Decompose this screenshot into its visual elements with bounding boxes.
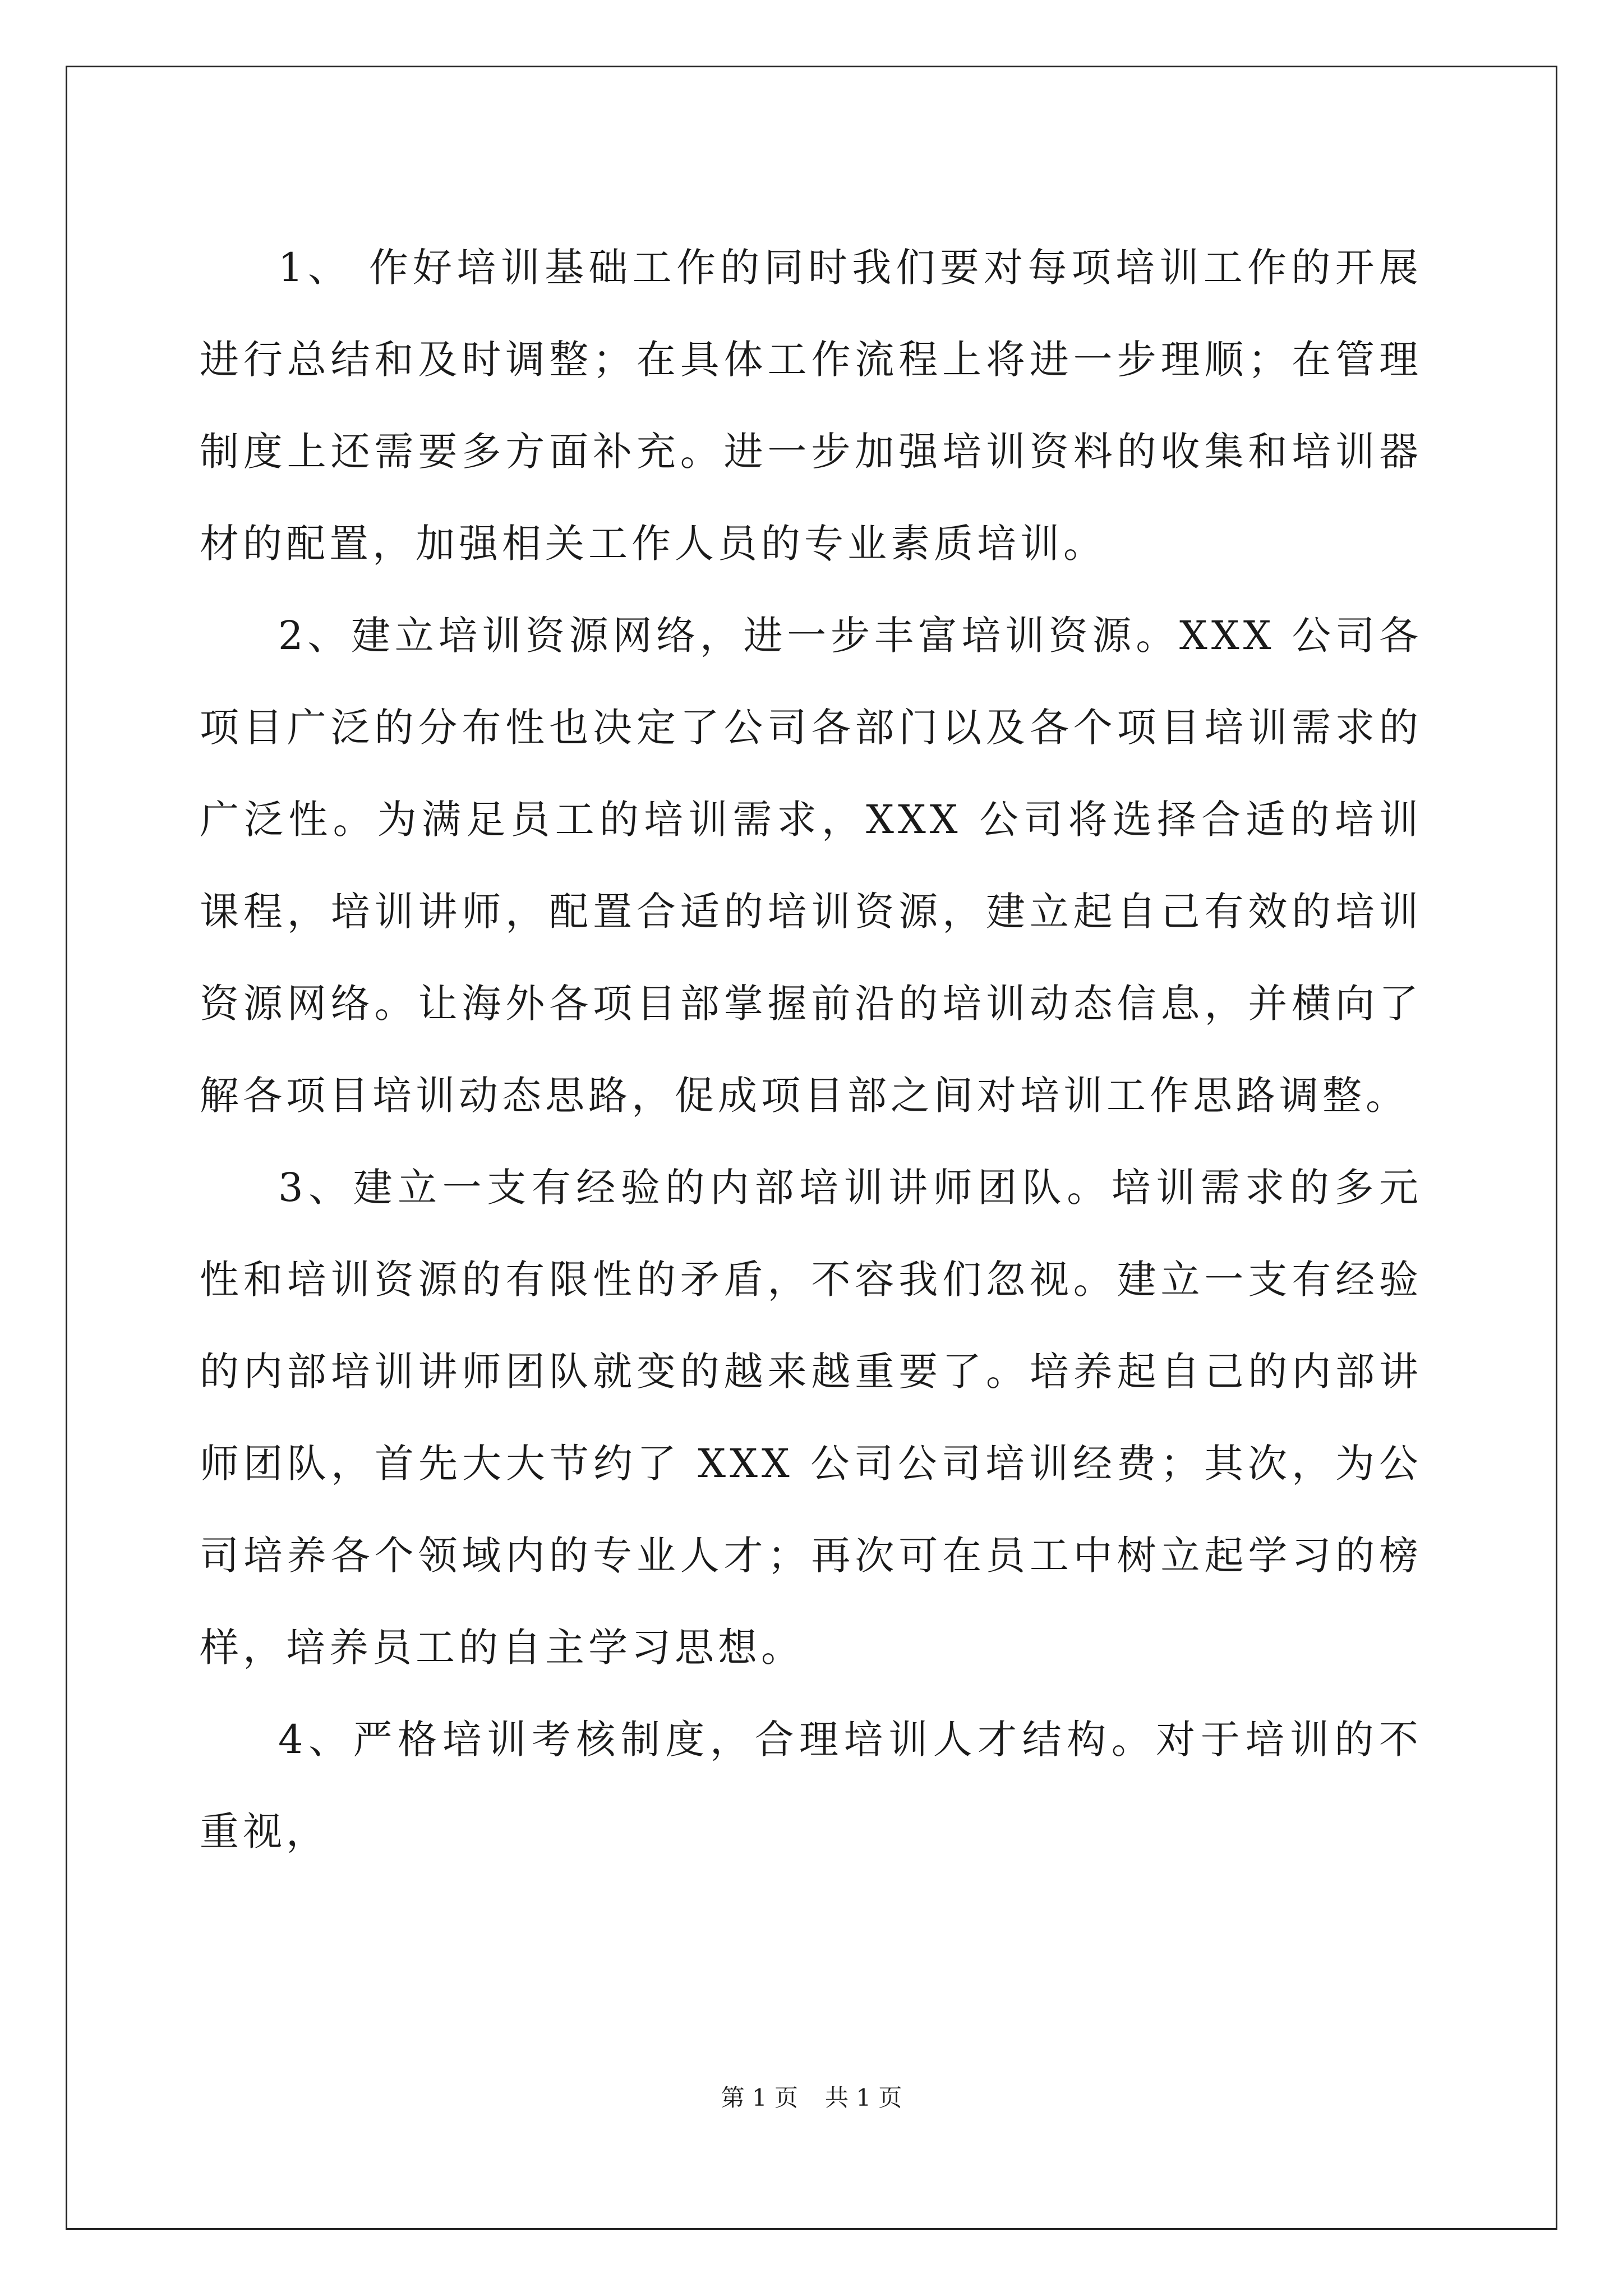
paragraph-3: 3、建立一支有经验的内部培训讲师团队。培训需求的多元性和培训资源的有限性的矛盾，不容我们忽视。建立一支有经验的内部培训讲师团队就变的越来越重要了。培养起自己的内部讲师团队，首先大大节约了 XXX 公司公司培训经费；其次，为公司培养各个领域内的专业人才；再次可在员工中树立起学习的榜样，培养员工的自主学习思想。 bbox=[200, 1165, 1422, 1671]
page-number: 第 1 页 bbox=[721, 2084, 798, 2111]
paragraph-2: 2、建立培训资源网络，进一步丰富培训资源。XXX 公司各项目广泛的分布性也决定了公司各部门以及各个项目培训需求的广泛性。为满足员工的培训需求，XXX 公司将选择合适的培训课程，培训讲师，配置合适的培训资源，建立起自己有效的培训资源网络。让海外各项目部掌握前沿的培训动态信息，并横向了解各项目培训动态思路，促成项目部之间对培训工作思路调整。 bbox=[200, 613, 1422, 1119]
page-footer bbox=[0, 2082, 1623, 2114]
paragraph-1: 1、 作好培训基础工作的同时我们要对每项培训工作的开展进行总结和及时调整；在具体工作流程上将进一步理顺；在管理制度上还需要多方面补充。进一步加强培训资料的收集和培训器材的配置，加强相关工作人员的专业素质培训。 bbox=[200, 245, 1422, 567]
page-total: 共 1 页 bbox=[825, 2084, 902, 2111]
document-body bbox=[200, 222, 1422, 1878]
paragraph-4: 4、严格培训考核制度，合理培训人才结构。对于培训的不重视， bbox=[200, 1717, 1422, 1855]
